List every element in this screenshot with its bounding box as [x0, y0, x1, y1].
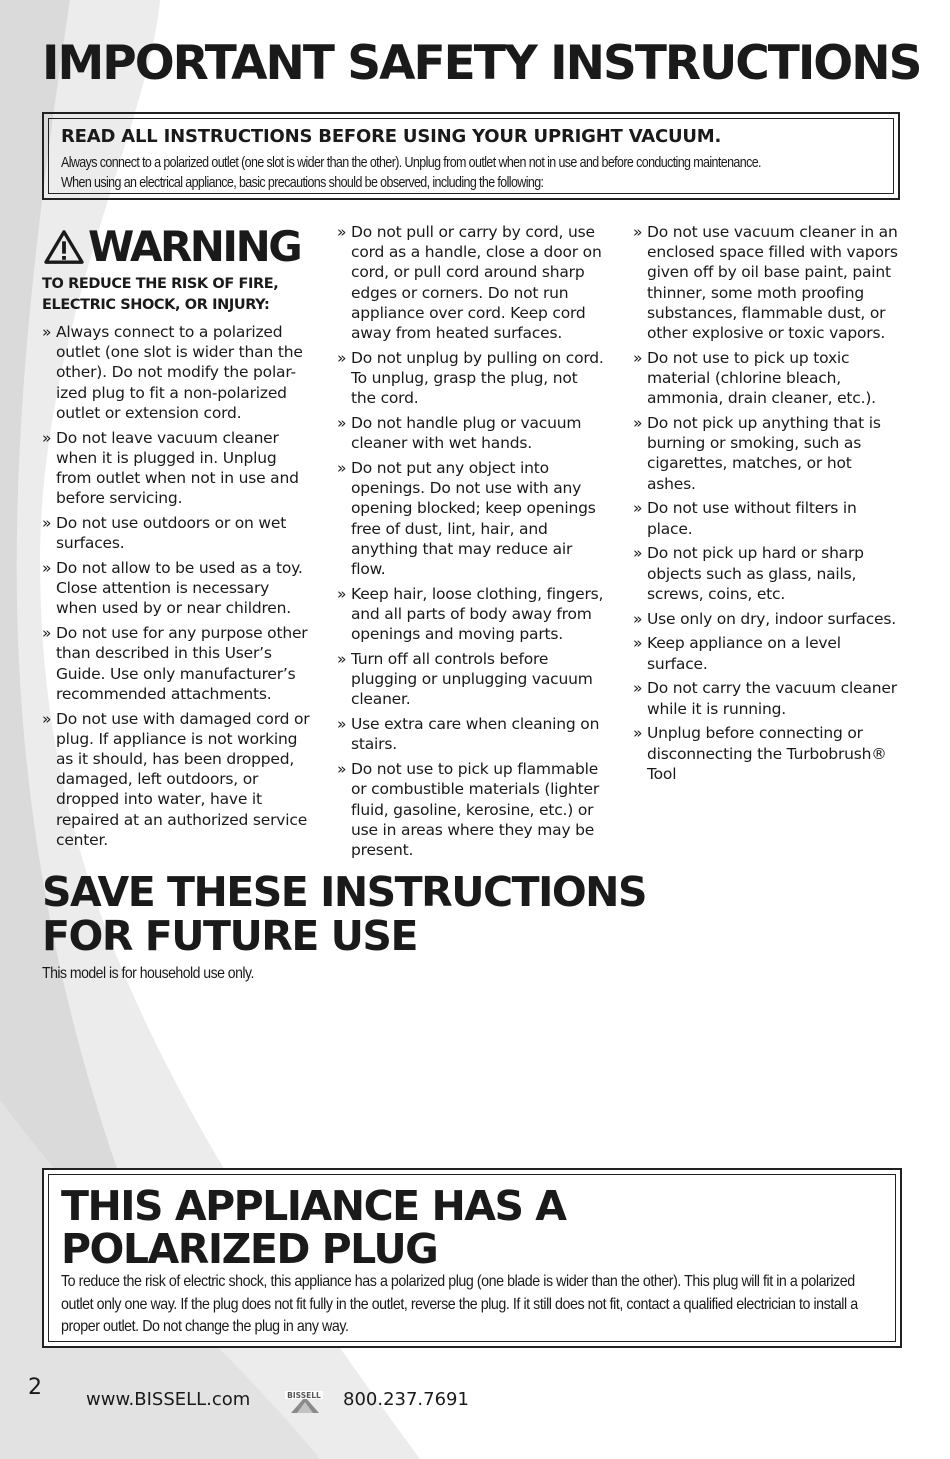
notice-text-line2: When using an electrical appliance, basic precautions should be observed, including the following:	[61, 175, 544, 191]
polarized-plug-title	[61, 1182, 885, 1273]
list-item: » Do not pick up anything that is burning or smoking, such as cigarettes, matches, or hot ashes.	[633, 413, 905, 494]
polarized-plug-text: To reduce the risk of electric shock, this appliance has a polarized plug (one blade is wider than the other). This plug will fit in a polarized outlet only one way. If the plug does not fit fully in the outlet, reverse the plug. If it still does not fit, contact a qualified electrician to install a proper outlet. Do not change the plug in any way.	[61, 1273, 858, 1335]
list-item: » Do not put any object into openings. Do not use with any opening blocked; keep openings free of dust, lint, hair, and anything that may reduce air flow.	[337, 458, 607, 579]
save-instructions-title	[42, 870, 646, 958]
save-title-line1: SAVE THESE INSTRUCTIONS	[42, 868, 647, 916]
plug-title-line2: POLARIZED PLUG	[61, 1225, 438, 1273]
list-item: » Unplug before connecting or disconnecting the Turbobrush® Tool	[633, 723, 905, 784]
household-use-note: This model is for household use only.	[42, 965, 254, 982]
bissell-logo-icon	[283, 1390, 327, 1414]
list-item: » Use only on dry, indoor surfaces.	[633, 609, 905, 629]
list-item: » Do not unplug by pulling on cord. To unplug, grasp the plug, not the cord.	[337, 348, 607, 409]
list-item: » Do not use outdoors or on wet surfaces.	[42, 513, 314, 553]
warning-triangle-icon	[42, 229, 86, 265]
list-item: » Do not leave vacuum cleaner when it is plugged in. Unplug from outlet when not in use and before servicing.	[42, 428, 314, 509]
instructions-column-2	[337, 222, 607, 865]
list-item: » Do not use vacuum cleaner in an enclosed space filled with vapors given off by oil base paint, paint thinner, some moth proofing substances, flammable dust, or other explosive or toxic vapors.	[633, 222, 905, 343]
plug-title-line1: THIS APPLIANCE HAS A	[61, 1182, 566, 1230]
list-item: » Turn off all controls before plugging or unplugging vacuum cleaner.	[337, 649, 607, 710]
list-item: » Do not use with damaged cord or plug. If appliance is not working as it should, has been dropped, damaged, left outdoors, or dropped into water, have it repaired at an authorized service center.	[42, 709, 314, 850]
page-title: IMPORTANT SAFETY INSTRUCTIONS	[42, 36, 921, 91]
list-item: » Use extra care when cleaning on stairs.	[337, 714, 607, 754]
list-item: » Do not pull or carry by cord, use cord as a handle, close a door on cord, or pull cord around sharp edges or corners. Do not run appliance over cord. Keep cord away from heated surfaces.	[337, 222, 607, 343]
list-item: » Keep hair, loose clothing, fingers, and all parts of body away from openings and moving parts.	[337, 584, 607, 645]
footer-phone-number: 800.237.7691	[343, 1389, 469, 1410]
save-title-line2: FOR FUTURE USE	[42, 912, 417, 960]
list-item: » Do not carry the vacuum cleaner while it is running.	[633, 678, 905, 718]
list-item: » Do not use for any purpose other than described in this User’s Guide. Use only manufacturer’s recommended attachments.	[42, 623, 314, 704]
list-item: » Do not use to pick up flammable or combustible materials (lighter fluid, gasoline, kerosine, etc.) or use in areas where they may be present.	[337, 759, 607, 860]
page-number: 2	[28, 1375, 42, 1400]
instructions-column-1	[42, 222, 314, 855]
list-item: » Keep appliance on a level surface.	[633, 633, 905, 673]
list-item: » Always connect to a polarized outlet (one slot is wider than the other). Do not modify the polar-ized plug to fit a non-polarized outlet or extension cord.	[42, 322, 314, 423]
column-2-list	[337, 222, 607, 860]
list-item: » Do not use without filters in place.	[633, 498, 905, 538]
warning-header	[42, 222, 314, 272]
column-3-list	[633, 222, 905, 784]
warning-subheading: TO REDUCE THE RISK OF FIRE, ELECTRIC SHOCK, OR INJURY:	[42, 276, 279, 313]
list-item: » Do not use to pick up toxic material (chlorine bleach, ammonia, drain cleaner, etc.).	[633, 348, 905, 409]
list-item: » Do not handle plug or vacuum cleaner with wet hands.	[337, 413, 607, 453]
warning-label: WARNING	[88, 222, 301, 271]
notice-text-line1: Always connect to a polarized outlet (one slot is wider than the other). Unplug from outlet when not in use and before conducting maintenance.	[61, 155, 761, 171]
bissell-logo-text: BISSELL	[287, 1391, 321, 1400]
footer-website-link[interactable]: www.BISSELL.com	[86, 1389, 251, 1410]
notice-heading: READ ALL INSTRUCTIONS BEFORE USING YOUR UPRIGHT VACUUM.	[61, 126, 722, 147]
instructions-notice-box	[42, 112, 900, 200]
column-1-list	[42, 322, 314, 850]
list-item: » Do not pick up hard or sharp objects such as glass, nails, screws, coins, etc.	[633, 543, 905, 604]
instructions-column-3	[633, 222, 905, 789]
notice-text	[61, 153, 879, 193]
list-item: » Do not allow to be used as a toy. Close attention is necessary when used by or near children.	[42, 558, 314, 619]
polarized-plug-box	[42, 1168, 902, 1348]
